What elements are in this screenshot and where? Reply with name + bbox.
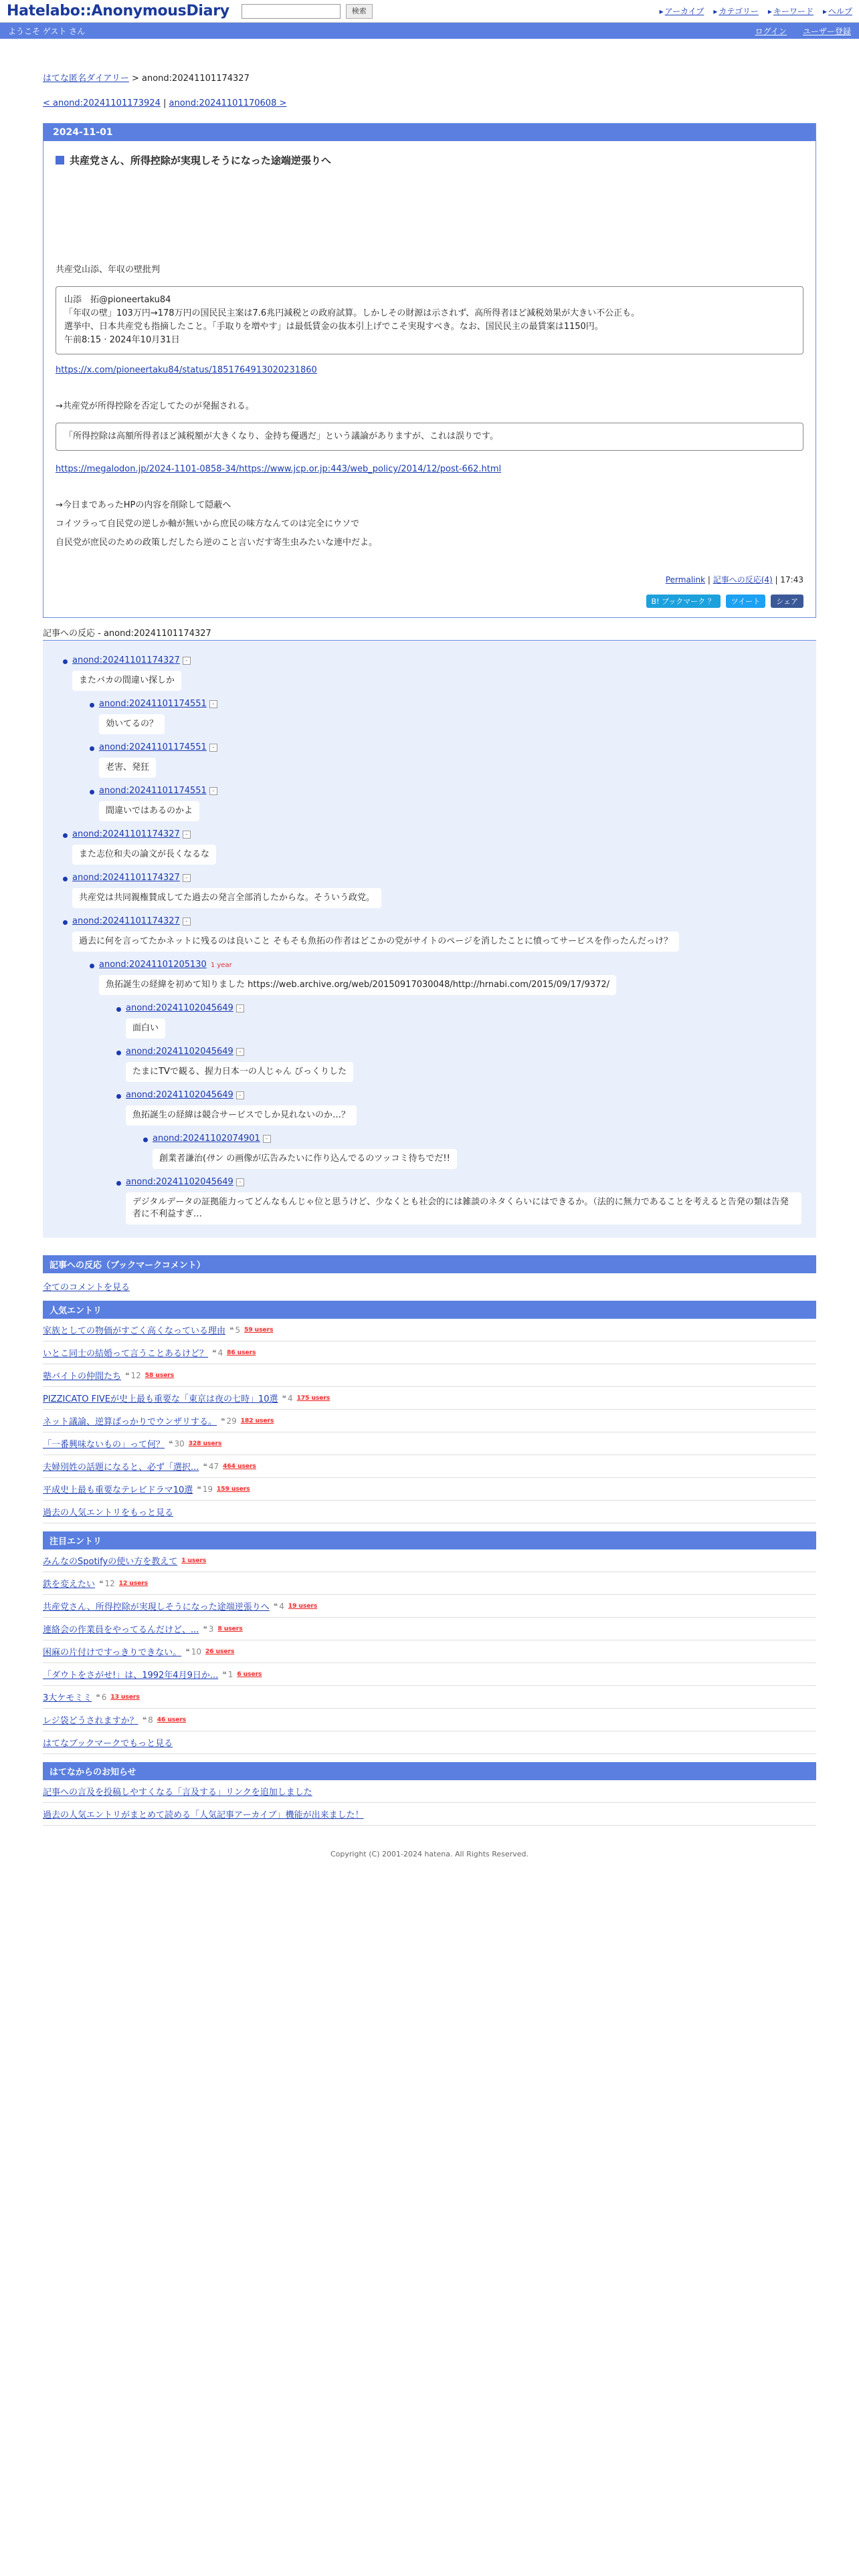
entry-title-link[interactable]: 「ダウトをさがせ!」は、1992年4月9日か... [43, 1671, 219, 1681]
prev-link[interactable]: < anond:20241101173924 [43, 98, 161, 108]
quote-line: 午前8:15 · 2024年10月31日 [64, 335, 180, 345]
list-item [43, 1341, 816, 1364]
quote-line: 山添 拓@pioneertaku84 [64, 295, 171, 305]
popular-list [43, 1319, 816, 1501]
search-button[interactable]: 検索 [346, 4, 373, 19]
reaction-link[interactable]: anond:20241101174327 [72, 916, 180, 926]
entry-title-link[interactable]: PIZZICATO FIVEが史上最も重要な「東京は夜の七時」10選 [43, 1394, 278, 1404]
list-item [43, 1618, 816, 1640]
entry-footer: Permalink | 記事への反応(4) | 17:43 [665, 575, 803, 584]
entry-paragraph: コイツラって自民党の逆しか軸が無いから庶民の味方なんてのは完全にウソで [56, 519, 360, 529]
attention-list [43, 1549, 816, 1731]
users-badge[interactable]: 59 users [244, 1326, 274, 1333]
reaction-link[interactable]: anond:20241101174551 [99, 786, 207, 796]
permalink[interactable]: Permalink [665, 575, 706, 584]
comment-count: ❝ 3 [203, 1624, 213, 1634]
comment-count: ❝ 29 [221, 1416, 237, 1426]
news-link[interactable]: 過去の人気エントリがまとめて読める「人気記事アーカイブ」機能が出来ました！ [43, 1810, 364, 1820]
comment-count: ❝ 30 [169, 1439, 185, 1448]
entry-title-text: 共産党さん、所得控除が実現しそうになった途端逆張りへ [70, 154, 331, 167]
reaction-link[interactable]: anond:20241101174551 [99, 699, 207, 709]
entry-title-link[interactable]: 共産党さん、所得控除が実現しそうになった途端逆張りへ [43, 1602, 270, 1612]
toggle-icon[interactable]: - [263, 1135, 271, 1143]
copyright: Copyright (C) 2001-2024 hatena. All Rights Reserved. [330, 1850, 529, 1858]
nav-help[interactable]: ▸ ヘルプ [823, 5, 852, 17]
entry-title-link[interactable]: 連絡会の作業員をやってるんだけど、... [43, 1625, 199, 1635]
toggle-icon[interactable]: - [236, 1091, 244, 1099]
bullet-icon [63, 659, 68, 664]
next-link[interactable]: anond:20241101170608 > [169, 98, 287, 108]
comment-count: ❝ 12 [125, 1371, 141, 1380]
comment-count: ❝ 19 [197, 1485, 213, 1494]
blockquote [56, 286, 803, 354]
reaction-link[interactable]: anond:20241101174327 [72, 655, 180, 665]
bullet-icon [63, 877, 68, 881]
entry-paragraph: →今日まであったHPの内容を削除して隠蔽へ [56, 500, 231, 510]
users-badge[interactable]: 6 users [237, 1671, 262, 1678]
reaction-link[interactable]: anond:20241102045649 [126, 1177, 233, 1187]
reaction-link[interactable]: anond:20241102074901 [153, 1134, 260, 1144]
entry-title-link[interactable]: 平成史上最も重要なテレビドラマ10選 [43, 1485, 193, 1495]
facebook-share-button[interactable]: シェア [771, 595, 803, 608]
entry-title-link[interactable]: 夫婦別姓の話題になると、必ず「選択... [43, 1463, 199, 1473]
blockquote: 「所得控除は高額所得者ほど減税額が大きくなり、金持ち優遇だ」という議論がありますが、これは誤りです。 [56, 423, 803, 451]
entry-title-link[interactable]: 塾バイトの仲間たち [43, 1372, 122, 1382]
search-input[interactable] [242, 4, 341, 19]
popular-more-link[interactable]: 過去の人気エントリをもっと見る [43, 1508, 174, 1518]
reaction-text: 共産党は共同親権賛成してた過去の発言全部消したからな。そういう政党。 [72, 888, 381, 908]
reaction-tree [43, 641, 816, 1238]
share-buttons [56, 595, 803, 608]
user-bar [0, 23, 859, 39]
list-item [72, 829, 808, 865]
list-item [43, 1595, 816, 1618]
bullet-icon [90, 746, 94, 751]
list-item [72, 916, 808, 1224]
square-icon [56, 156, 64, 165]
reaction-text: 間違いではあるのかよ [99, 801, 199, 821]
list-item [99, 960, 808, 1224]
bookmark-button[interactable]: B! ブックマーク ？ [646, 595, 721, 608]
entry-title-link[interactable]: 困麻の片付けですっきりできない。 [43, 1648, 182, 1658]
list-item [43, 1686, 816, 1709]
reaction-link[interactable]: anond:20241102045649 [126, 1047, 233, 1057]
list-item [43, 1387, 816, 1410]
breadcrumb [43, 71, 816, 84]
site-logo[interactable]: Hatelabo::AnonymousDiary [7, 3, 229, 19]
reaction-text: 過去に何を言ってたかネットに残るのは良いこと そもそも魚拓の作者はどこかの党がサイトのページを消したことに憤ってサービスを作ったんだっけ？ [72, 932, 679, 952]
reaction-link[interactable]: anond:20241101174327 [72, 873, 180, 883]
users-badge[interactable]: 328 users [188, 1440, 222, 1447]
bullet-icon [90, 964, 94, 968]
users-badge[interactable]: 159 users [217, 1485, 250, 1493]
reaction-text: また志位和夫の論文が長くなるな [72, 845, 216, 865]
bullet-icon [116, 1094, 121, 1099]
list-item [126, 1047, 808, 1082]
quote-line: 選挙中、日本共産党も指摘したこと。「手取りを増やす」は最低賃金の抜本引上げでこそ実現すべき。なお、国民民主の最賃案は1150円。 [64, 322, 603, 332]
entry-date: 2024-11-01 [43, 124, 816, 141]
entry-title-link[interactable]: 鉄を変えたい [43, 1580, 96, 1590]
reaction-text: 面白い [126, 1018, 165, 1039]
bullet-icon [143, 1138, 148, 1142]
list-item [72, 873, 808, 908]
entry-paragraph: →共産党が所得控除を否定してたのが発掘される。 [56, 401, 254, 411]
toggle-icon[interactable]: - [183, 657, 191, 665]
register-link[interactable]: ユーザー登録 [802, 26, 851, 36]
entry-link[interactable]: https://x.com/pioneertaku84/status/1851764913020231860 [56, 365, 317, 375]
entry-title-link[interactable]: レジ袋どうされますか？ [43, 1716, 138, 1726]
list-item [99, 742, 808, 778]
entry-link[interactable]: https://megalodon.jp/2024-1101-0858-34/https://www.jcp.or.jp:443/web_policy/2014/12/post-662.html [56, 464, 502, 474]
users-badge[interactable]: 182 users [240, 1417, 274, 1424]
news-heading: はてなからのお知らせ [43, 1762, 816, 1780]
popular-heading: 人気エントリ [43, 1301, 816, 1319]
toggle-icon[interactable]: - [236, 1178, 244, 1186]
nav-archive[interactable]: ▸ アーカイブ [660, 5, 704, 17]
list-item [126, 1177, 808, 1224]
list-item [153, 1134, 808, 1169]
list-item [43, 1640, 816, 1663]
list-item [43, 1549, 816, 1572]
users-badge[interactable]: 1 users [181, 1557, 207, 1564]
list-item [43, 1319, 816, 1341]
list-item [126, 1003, 808, 1039]
list-item [43, 1572, 816, 1595]
list-item [43, 1478, 816, 1501]
comment-count: ❝ 6 [96, 1693, 106, 1702]
bullet-icon [116, 1007, 121, 1012]
comment-count: ❝ 4 [212, 1348, 223, 1358]
reaction-link[interactable]: anond:20241101174327 [72, 829, 180, 839]
bullet-icon [116, 1181, 121, 1186]
attention-heading: 注目エントリ [43, 1531, 816, 1549]
reaction-text: デジタルデータの証拠能力ってどんなもんじゃ位と思うけど、少なくとも社会的には雑談のネタくらいにはできるか。（法的に無力であることを考えると告発の類は告発者に不利益すぎ… [126, 1192, 801, 1224]
toggle-icon[interactable]: - [209, 744, 217, 752]
entry-box [43, 123, 816, 618]
reaction-link[interactable]: anond:20241101205130 [99, 960, 207, 970]
list-item [43, 1410, 816, 1432]
list-item [126, 1090, 808, 1169]
main [43, 71, 816, 1858]
comment-count: ❝ 8 [142, 1715, 153, 1725]
list-item [99, 699, 808, 734]
age-badge: 1 year [210, 962, 232, 969]
reaction-link[interactable]: anond:20241102045649 [126, 1090, 233, 1100]
reaction-text: 魚拓誕生の経緯は競合サービスでしか見れないのか…？ [126, 1105, 357, 1125]
reaction-text: 魚拓誕生の経緯を初めて知りました https://web.archive.org/web/20150917030048/http://hrnabi.com/2015/09/17/9372/ [99, 975, 616, 995]
bullet-icon [116, 1051, 121, 1055]
toggle-icon[interactable]: - [209, 787, 217, 795]
entry-title-link[interactable]: 家族としての物価がすごく高くなっている理由 [43, 1326, 226, 1336]
list-item [43, 1455, 816, 1478]
users-badge[interactable]: 13 users [110, 1693, 140, 1701]
comment-count: ❝ 12 [99, 1579, 115, 1588]
users-badge[interactable]: 58 users [145, 1372, 175, 1379]
breadcrumb-home[interactable]: はてな匿名ダイアリー [43, 74, 129, 84]
toggle-icon[interactable]: - [236, 1048, 244, 1056]
toggle-icon[interactable]: - [209, 700, 217, 708]
comment-count: ❝ 4 [274, 1602, 284, 1611]
reaction-heading: 記事への反応 - anond:20241101174327 [43, 626, 816, 641]
entry-time: | 17:43 [775, 575, 803, 584]
toggle-icon[interactable]: - [183, 874, 191, 882]
users-badge[interactable]: 12 users [118, 1580, 149, 1587]
entry-paragraph: 自民党が庶民のための政策しだしたら逆のこと言いだす寄生虫みたいな連中だよ。 [56, 538, 378, 548]
reaction-text: 老害、発狂 [99, 758, 156, 778]
bullet-icon [90, 790, 94, 794]
login-link[interactable]: ログイン [755, 26, 787, 36]
comment-count: ❝ 47 [203, 1462, 219, 1471]
users-badge[interactable]: 19 users [288, 1602, 318, 1610]
bullet-icon [63, 833, 68, 838]
entry-paragraph: 共産党山添、年収の壁批判 [56, 265, 161, 275]
reactions-link[interactable]: 記事への反応(4) [712, 575, 773, 584]
all-comments-link[interactable]: 全てのコメントを見る [43, 1283, 130, 1293]
bookmark-comments-heading: 記事への反応（ブックマークコメント） [43, 1255, 816, 1273]
toggle-icon[interactable]: - [183, 831, 191, 839]
tweet-button[interactable]: ツイート [726, 595, 765, 608]
list-item [43, 1663, 816, 1686]
list-item [43, 1432, 816, 1455]
users-badge[interactable]: 86 users [227, 1349, 256, 1356]
entry-title[interactable] [56, 153, 803, 167]
list-item [72, 655, 808, 821]
breadcrumb-sep: > [128, 74, 142, 84]
welcome-text: ようこそ ゲスト さん [8, 26, 86, 36]
list-item [99, 786, 808, 821]
comment-count: ❝ 5 [229, 1325, 240, 1335]
entry-title-link[interactable]: いとこ同士の結婚って言うことあるけど？ [43, 1349, 209, 1359]
pager-sep: | [160, 98, 169, 108]
header [0, 0, 859, 23]
news-link[interactable]: 記事への言及を投稿しやすくなる「言及する」リンクを追加しました [43, 1788, 312, 1798]
nav-keyword[interactable]: ▸ キーワード [768, 5, 814, 17]
comment-count: ❝ 10 [185, 1647, 201, 1656]
header-nav [660, 5, 852, 17]
entry-title-link[interactable]: みんなのSpotifyの使い方を教えて [43, 1557, 178, 1567]
reaction-link[interactable]: anond:20241101174551 [99, 742, 207, 752]
quote-line: 「年収の壁」103万円→178万円の国民民主案は7.6兆円減税との政府試算。しかしその財源は示されず、高所得者ほど減税効果が大きい不公正も。 [64, 308, 640, 318]
list-item [43, 1709, 816, 1731]
entry-title-link[interactable]: ネット議論、逆算ばっかりでウンザリする。 [43, 1417, 217, 1427]
list-item [43, 1364, 816, 1387]
bullet-icon [63, 920, 68, 925]
reaction-text: 効いてるの？ [99, 714, 165, 734]
attention-more-link[interactable]: はてなブックマークでもっと見る [43, 1739, 173, 1749]
users-badge[interactable]: 175 users [296, 1394, 330, 1402]
users-badge[interactable]: 26 users [205, 1648, 235, 1655]
toggle-icon[interactable]: - [183, 918, 191, 926]
comment-count: ❝ 4 [282, 1394, 293, 1403]
entry-title-link[interactable]: 「一番興味ないもの」って何？ [43, 1440, 165, 1450]
users-badge[interactable]: 8 users [217, 1625, 243, 1632]
users-badge[interactable]: 464 users [223, 1463, 256, 1470]
nav-category[interactable]: ▸ カテゴリー [713, 5, 759, 17]
entry-title-link[interactable]: 3大ケモミミ [43, 1693, 92, 1703]
reaction-text: たまにTVで観る、握力日本一の人じゃん びっくりした [126, 1062, 353, 1082]
breadcrumb-current: anond:20241101174327 [142, 74, 250, 84]
bullet-icon [90, 703, 94, 708]
pager [43, 98, 816, 108]
reaction-text: またバカの間違い探しか [72, 671, 181, 691]
reaction-link[interactable]: anond:20241102045649 [126, 1003, 233, 1013]
comment-count: ❝ 1 [222, 1670, 233, 1679]
reaction-text: 創業者謙治(ｲｻン の画像が広告みたいに作り込んでるのツッコミ待ちでだ!! [153, 1149, 457, 1169]
toggle-icon[interactable]: - [236, 1004, 244, 1012]
users-badge[interactable]: 46 users [157, 1716, 187, 1723]
